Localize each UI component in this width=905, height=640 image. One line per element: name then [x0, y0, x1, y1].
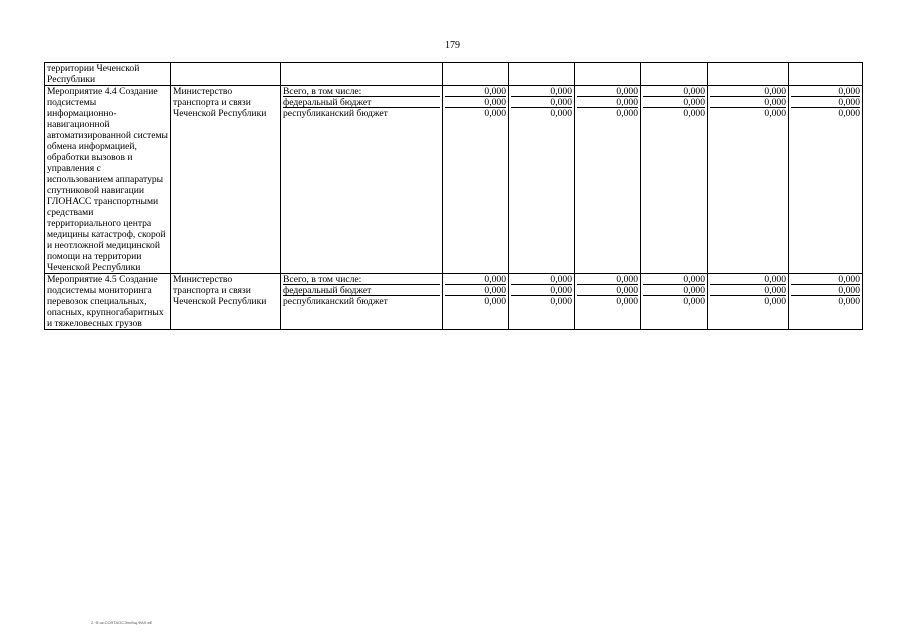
- amount-value: 0,000: [445, 97, 506, 108]
- amount-cell: [509, 274, 575, 330]
- funding-source-label: Всего, в том числе:: [283, 86, 440, 97]
- funding-source-cell: [281, 86, 443, 274]
- amount-value: 0,000: [838, 108, 860, 119]
- amount-cell: [708, 274, 789, 330]
- amount-value: 0,000: [511, 86, 572, 97]
- amount-value: 0,000: [511, 97, 572, 108]
- amount-cell: [789, 63, 863, 86]
- amount-value: 0,000: [710, 86, 786, 97]
- amount-value: 0,000: [791, 86, 860, 97]
- amount-value: 0,000: [791, 274, 860, 285]
- amount-cell: [443, 274, 509, 330]
- amount-value: 0,000: [710, 274, 786, 285]
- executor-cell: [171, 63, 281, 86]
- amount-value: 0,000: [791, 97, 860, 108]
- funding-source-label: республиканский бюджет: [283, 108, 388, 119]
- amount-cell: [789, 274, 863, 330]
- amount-cell: [789, 86, 863, 274]
- amount-value: 0,000: [683, 108, 705, 119]
- amount-value: 0,000: [550, 296, 572, 307]
- amount-value: 0,000: [764, 296, 786, 307]
- amount-value: 0,000: [577, 97, 638, 108]
- funding-source-label: федеральный бюджет: [283, 285, 440, 296]
- amount-value: 0,000: [643, 274, 705, 285]
- amount-value: 0,000: [484, 296, 506, 307]
- funding-source-label: республиканский бюджет: [283, 296, 388, 307]
- amount-value: 0,000: [791, 285, 860, 296]
- amount-value: 0,000: [710, 285, 786, 296]
- program-table: [44, 62, 863, 330]
- funding-source-cell: [281, 274, 443, 330]
- amount-value: 0,000: [683, 296, 705, 307]
- amount-value: 0,000: [511, 274, 572, 285]
- amount-value: 0,000: [577, 274, 638, 285]
- amount-cell: [509, 86, 575, 274]
- amount-cell: [641, 274, 708, 330]
- amount-cell: [708, 86, 789, 274]
- table-row: [45, 63, 863, 86]
- amount-value: 0,000: [577, 285, 638, 296]
- event-cell: Мероприятие 4.5 Создание подсистемы мониторинга перевозок специальных, опасных, крупногабаритных и тяжеловесных грузов: [45, 274, 171, 330]
- event-cell: территории Чеченской Республики: [45, 63, 171, 86]
- amount-cell: [641, 86, 708, 274]
- amount-cell: [443, 63, 509, 86]
- amount-cell: [443, 86, 509, 274]
- amount-value: 0,000: [838, 296, 860, 307]
- executor-cell: Министерство транспорта и связи Чеченской Республики: [171, 274, 281, 330]
- amount-cell: [575, 63, 641, 86]
- amount-value: 0,000: [616, 108, 638, 119]
- table-row: [45, 274, 863, 330]
- amount-value: 0,000: [764, 108, 786, 119]
- table-row: [45, 86, 863, 274]
- amount-value: 0,000: [577, 86, 638, 97]
- amount-value: 0,000: [643, 97, 705, 108]
- amount-cell: [641, 63, 708, 86]
- amount-value: 0,000: [643, 86, 705, 97]
- amount-cell: [708, 63, 789, 86]
- funding-source-label: Всего, в том числе:: [283, 274, 440, 285]
- amount-value: 0,000: [445, 274, 506, 285]
- amount-value: 0,000: [643, 285, 705, 296]
- event-cell: Мероприятие 4.4 Создание подсистемы информационно-навигационной автоматизированной системы обмена информацией, обработки вызовов и управления с использованием аппаратуры спутниковой навигации ГЛОНАСС транспортными средствами территориального центра медицины катастроф, скорой и неотложной медицинской помощи на территории Чеченской Республики: [45, 86, 171, 274]
- page-number: 179: [445, 40, 460, 51]
- funding-source-label: федеральный бюджет: [283, 97, 440, 108]
- amount-cell: [575, 86, 641, 274]
- amount-value: 0,000: [550, 108, 572, 119]
- amount-value: 0,000: [511, 285, 572, 296]
- funding-source-cell: [281, 63, 443, 86]
- executor-cell: Министерство транспорта и связи Чеченской Республики: [171, 86, 281, 274]
- amount-cell: [575, 274, 641, 330]
- footer-stamp: 2. Ф.ок.СОЛТАОСЭлобщ.ФАЛ.вЕ: [91, 620, 153, 625]
- amount-value: 0,000: [710, 97, 786, 108]
- amount-cell: [509, 63, 575, 86]
- amount-value: 0,000: [445, 285, 506, 296]
- amount-value: 0,000: [445, 86, 506, 97]
- amount-value: 0,000: [616, 296, 638, 307]
- amount-value: 0,000: [484, 108, 506, 119]
